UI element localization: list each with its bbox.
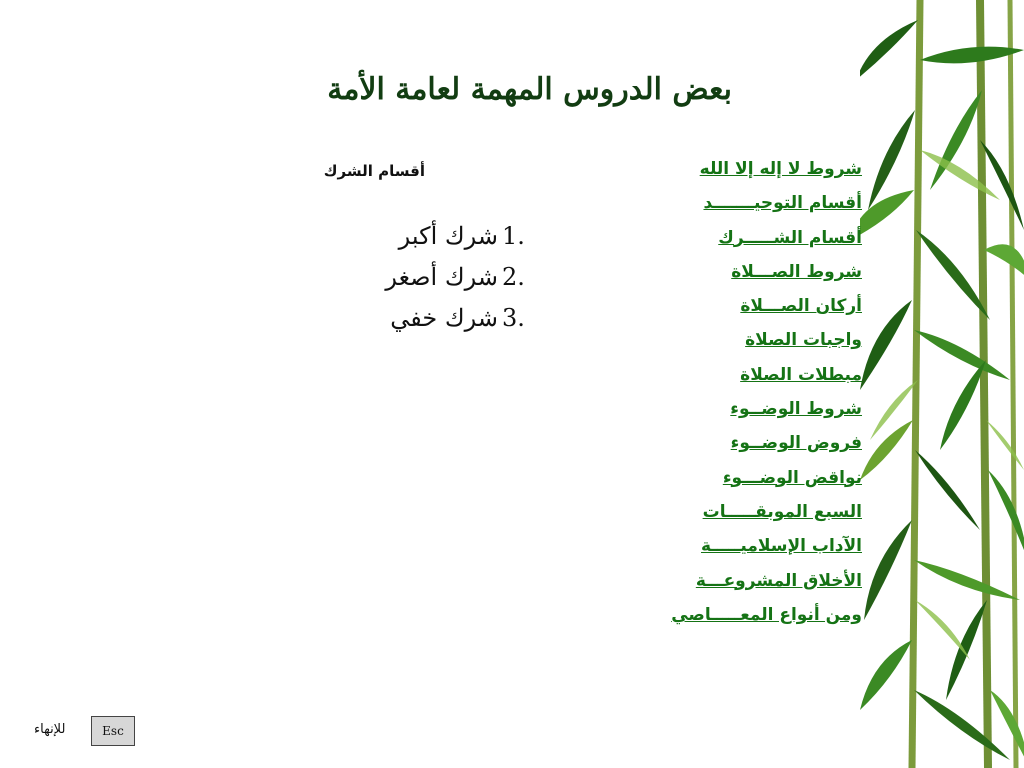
toc-link-shirk-types[interactable]: أقسام الشـــــرك — [718, 227, 862, 248]
toc-link-prayer-invalidators[interactable]: مبطلات الصلاة — [740, 364, 862, 385]
list-item-number: 2. — [502, 263, 525, 291]
esc-caption: للإنهاء — [34, 722, 66, 737]
toc-link-tawheed-types[interactable]: أقسام التوحيـــــــد — [703, 193, 862, 214]
bamboo-decoration — [860, 0, 1024, 768]
toc-link-shahada-conditions[interactable]: شروط لا إله إلا الله — [699, 159, 862, 179]
toc-link-lawful-morals[interactable]: الأخلاق المشروعـــة — [695, 570, 862, 591]
toc-nav — [582, 159, 862, 639]
list-item-text: شرك أصغر — [385, 263, 498, 291]
list-item — [330, 222, 550, 263]
toc-link-prayer-pillars[interactable]: أركان الصـــلاة — [740, 296, 862, 317]
toc-link-types-of-sins[interactable]: ومن أنواع المعـــــاصي — [671, 604, 862, 625]
list-item-text: شرك أكبر — [398, 222, 498, 250]
slide-title: بعض الدروس المهمة لعامة الأمة — [327, 72, 732, 107]
list-item-number: 1. — [502, 222, 525, 250]
list-item-number: 3. — [502, 304, 525, 332]
list-item-text: شرك خفي — [390, 304, 498, 332]
toc-link-seven-destructive-sins[interactable]: السبع الموبقـــــات — [702, 501, 862, 522]
toc-link-wudu-conditions[interactable]: شروط الوضــوء — [730, 399, 862, 420]
list-item — [330, 263, 550, 304]
list-item — [330, 304, 550, 345]
toc-link-prayer-obligations[interactable]: واجبات الصلاة — [745, 330, 862, 351]
toc-link-islamic-etiquette[interactable]: الآداب الإسلاميـــــة — [701, 536, 862, 557]
points-list — [330, 222, 550, 345]
toc-link-wudu-obligations[interactable]: فروض الوضــوء — [730, 433, 862, 454]
section-heading: أقسام الشرك — [323, 162, 425, 180]
toc-link-prayer-conditions[interactable]: شروط الصـــلاة — [731, 261, 862, 282]
esc-key-button[interactable]: Esc — [91, 716, 135, 746]
toc-link-wudu-nullifiers[interactable]: نواقض الوضـــوء — [722, 467, 862, 488]
